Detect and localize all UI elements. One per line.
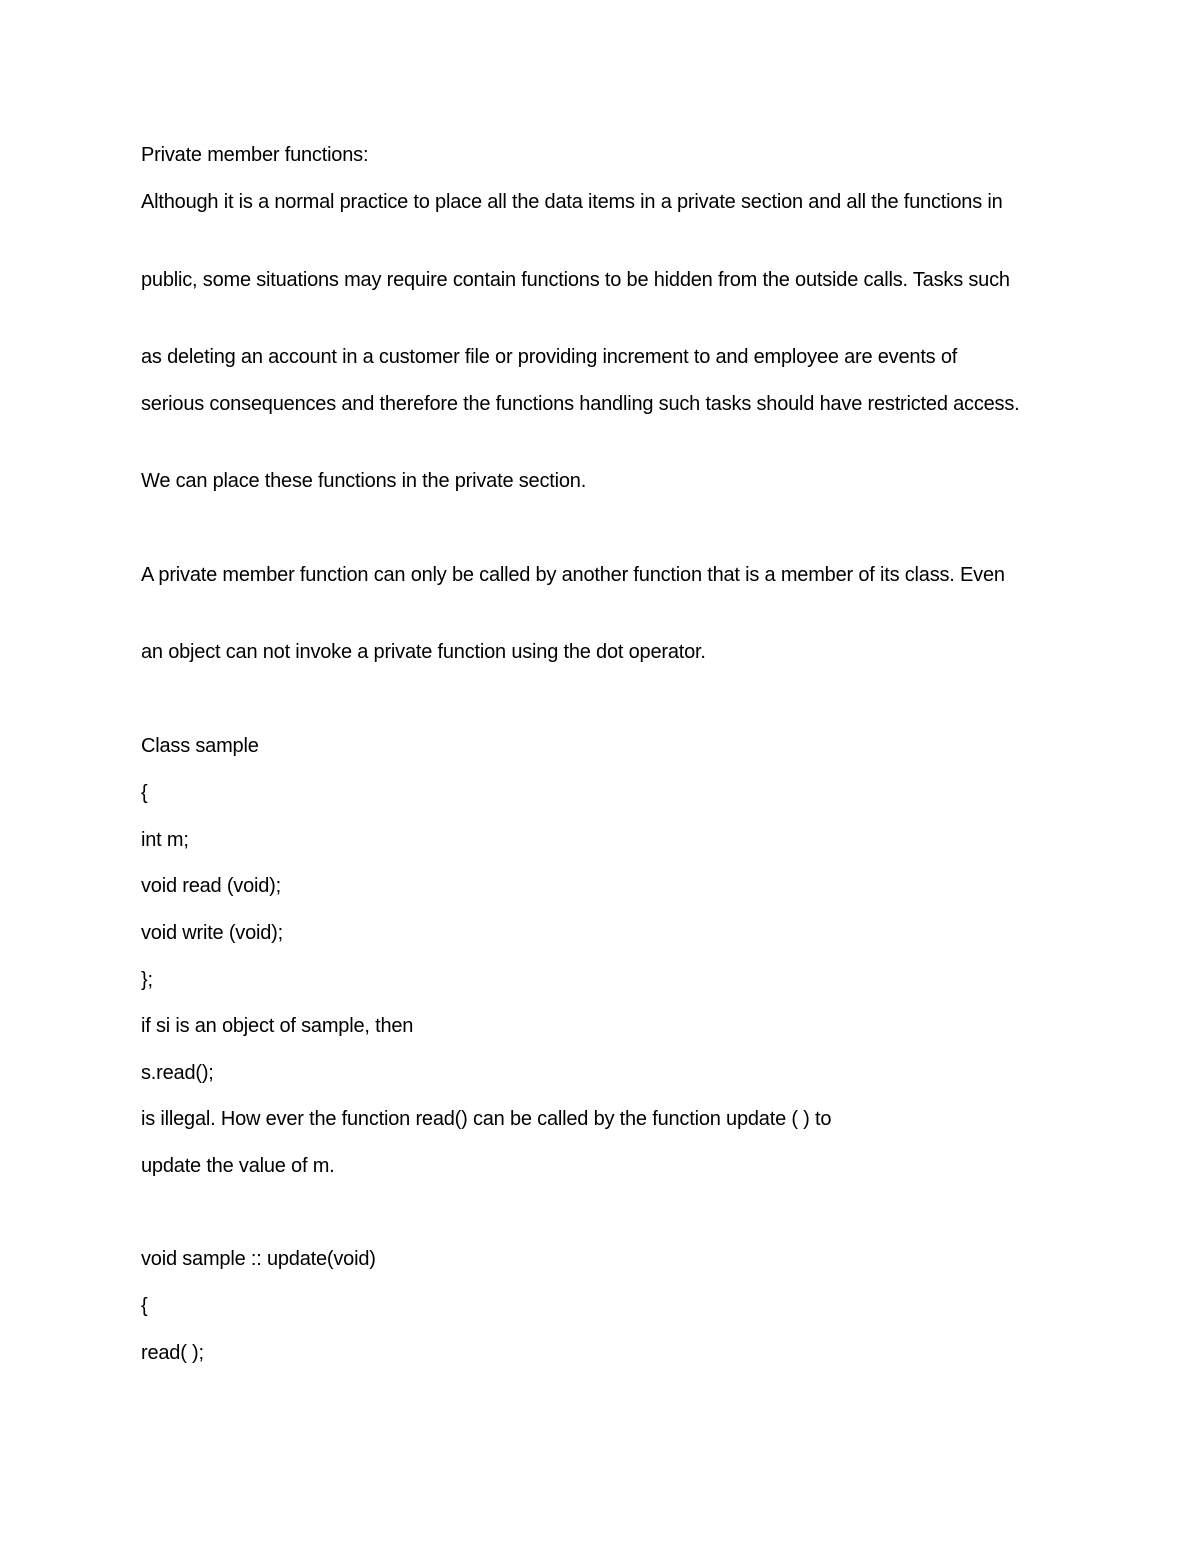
code-line: Class sample: [141, 735, 259, 757]
code-line: read( );: [141, 1342, 204, 1364]
code-line: s.read();: [141, 1062, 214, 1084]
code-line: };: [141, 969, 153, 991]
paragraph-line: A private member function can only be called by another function that is a member of its class. Even: [141, 564, 1005, 586]
heading: Private member functions:: [141, 144, 369, 166]
code-line: {: [141, 782, 148, 804]
paragraph-line: an object can not invoke a private function using the dot operator.: [141, 641, 706, 663]
code-line: {: [141, 1295, 148, 1317]
paragraph-line: We can place these functions in the private section.: [141, 470, 587, 492]
paragraph-line: public, some situations may require contain functions to be hidden from the outside calls. Tasks such: [141, 269, 1010, 291]
explanation-line: is illegal. How ever the function read() can be called by the function update ( ) to: [141, 1108, 832, 1130]
explanation-line: update the value of m.: [141, 1155, 335, 1177]
paragraph-line: Although it is a normal practice to place all the data items in a private section and all the functions in: [141, 191, 1003, 213]
paragraph-line: serious consequences and therefore the functions handling such tasks should have restricted access.: [141, 393, 1020, 415]
explanation-line: if si is an object of sample, then: [141, 1015, 414, 1037]
code-line: int m;: [141, 829, 189, 851]
code-line: void sample :: update(void): [141, 1248, 376, 1270]
code-line: void read (void);: [141, 875, 281, 897]
paragraph-line: as deleting an account in a customer file or providing increment to and employee are events of: [141, 346, 958, 368]
code-line: void write (void);: [141, 922, 283, 944]
